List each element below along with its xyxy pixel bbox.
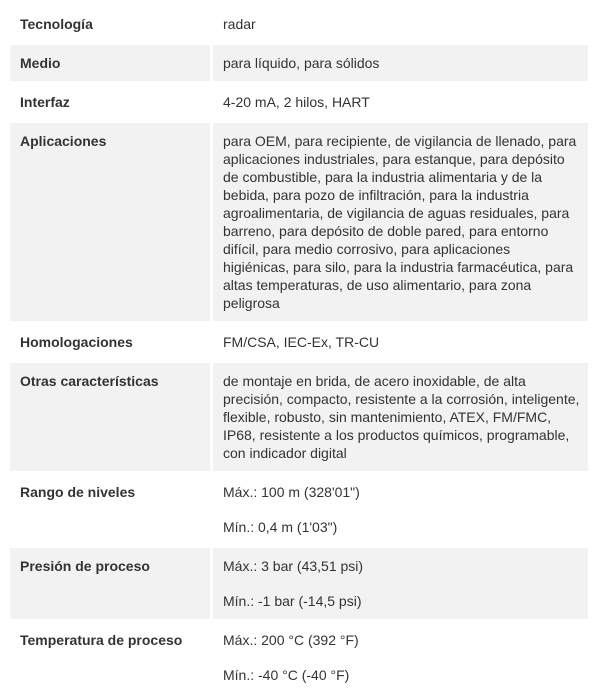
spec-label: Medio xyxy=(10,45,213,81)
spec-row-tecnologia xyxy=(10,6,588,42)
spec-value xyxy=(213,474,588,545)
spec-value xyxy=(213,45,588,81)
spec-value-line: FM/CSA, IEC-Ex, TR-CU xyxy=(223,334,380,350)
spec-row-aplicaciones xyxy=(10,123,588,321)
spec-value xyxy=(213,363,588,471)
spec-value-line: 4-20 mA, 2 hilos, HART xyxy=(223,94,370,110)
spec-label: Presión de proceso xyxy=(10,548,213,619)
spec-value xyxy=(213,123,588,321)
spec-row-medio xyxy=(10,45,588,81)
spec-value-max: Máx.: 200 °C (392 °F) xyxy=(223,632,359,648)
spec-value xyxy=(213,548,588,619)
spec-value-min: Mín.: -1 bar (-14,5 psi) xyxy=(223,593,362,609)
spec-label: Otras características xyxy=(10,363,213,471)
spec-table xyxy=(10,3,588,696)
spec-label: Tecnología xyxy=(10,6,213,42)
spec-value xyxy=(213,84,588,120)
spec-label: Aplicaciones xyxy=(10,123,213,321)
spec-value-min: Mín.: -40 °C (-40 °F) xyxy=(223,667,350,683)
spec-value-line: radar xyxy=(223,16,256,32)
spec-label: Interfaz xyxy=(10,84,213,120)
spec-row-rango-de-niveles xyxy=(10,474,588,545)
spec-value-max: Máx.: 3 bar (43,51 psi) xyxy=(223,558,364,574)
spec-label: Temperatura de proceso xyxy=(10,622,213,693)
spec-value-max: Máx.: 100 m (328'01") xyxy=(223,484,360,500)
spec-label: Homologaciones xyxy=(10,324,213,360)
spec-value xyxy=(213,324,588,360)
spec-label: Rango de niveles xyxy=(10,474,213,545)
spec-value-line: para líquido, para sólidos xyxy=(223,55,380,71)
spec-value-min: Mín.: 0,4 m (1'03") xyxy=(223,519,338,535)
spec-row-homologaciones xyxy=(10,324,588,360)
spec-row-interfaz xyxy=(10,84,588,120)
spec-value-line: de montaje en brida, de acero inoxidable, de alta precisión, compacto, resistente a la corrosión, inteligente, flexible, robusto, sin mantenimiento, ATEX, FM/FMC, IP68, resistente a los productos químicos, programable, con indicador digital xyxy=(223,373,580,461)
spec-row-temperatura-de-proceso xyxy=(10,622,588,693)
spec-value-line: para OEM, para recipiente, de vigilancia de llenado, para aplicaciones industriales, para estanque, para depósito de combustible, para la industria alimentaria y de la bebida, para pozo de infiltración, para la industria agroalimentaria, de vigilancia de aguas residuales, para barreno, para depósito de doble pared, para entorno difícil, para medio corrosivo, para aplicaciones higiénicas, para silo, para la industria farmacéutica, para altas temperaturas, de uso alimentario, para zona peligrosa xyxy=(223,133,577,311)
spec-row-presion-de-proceso xyxy=(10,548,588,619)
spec-value xyxy=(213,622,588,693)
spec-row-otras-caracteristicas xyxy=(10,363,588,471)
spec-value xyxy=(213,6,588,42)
